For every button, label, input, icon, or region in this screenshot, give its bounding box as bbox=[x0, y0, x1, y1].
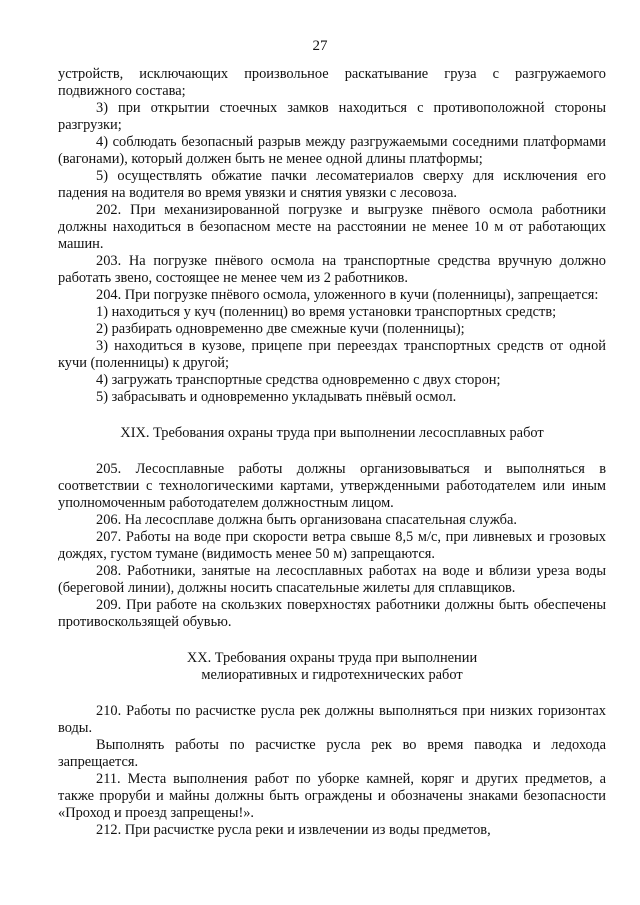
list-item: 1) находиться у куч (поленниц) во время установки транспортных средств; bbox=[96, 304, 557, 320]
clause-208: 208. Работники, занятые на лесосплавных работах на воде и вблизи уреза воды (береговой линии), должны носить спасательные жилеты для сплавщиков. bbox=[58, 563, 606, 596]
clause-209: 209. При работе на скользких поверхностях работники должны быть обеспечены противоскользящей обувью. bbox=[58, 597, 606, 630]
section-heading-xix-text: XIX. Требования охраны труда при выполнении лесосплавных работ bbox=[120, 425, 544, 441]
clause-205: 205. Лесосплавные работы должны организовываться и выполняться в соответствии с технологическими картами, утвержденными работодателем или иным уполномоченным работодателем должностным лицом. bbox=[58, 461, 606, 511]
list-item: 5) осуществлять обжатие пачки лесоматериалов сверху для исключения его падения на водителя во время увязки и снятия увязки с лесовоза. bbox=[58, 168, 606, 201]
list-item: 3) при открытии стоечных замков находиться с противоположной стороны разгрузки; bbox=[58, 100, 606, 133]
page-number: 27 bbox=[312, 38, 328, 54]
clause-207: 207. Работы на воде при скорости ветра свыше 8,5 м/с, при ливневых и грозовых дождях, густом тумане (видимость менее 50 м) запрещаются. bbox=[58, 529, 606, 562]
clause-206: 206. На лесосплаве должна быть организована спасательная служба. bbox=[96, 512, 517, 528]
section-heading-xix bbox=[58, 425, 606, 442]
clause-202: 202. При механизированной погрузке и выгрузке пнёвого осмола работники должны находиться в безопасном месте на расстоянии не менее 10 м от работающих машин. bbox=[58, 202, 606, 252]
list-item: 5) забрасывать и одновременно укладывать пнёвый осмол. bbox=[96, 389, 457, 405]
list-item: 3) находиться в кузове, прицепе при переездах транспортных средств от одной кучи (поленницы) к другой; bbox=[58, 338, 606, 371]
list-item: 2) разбирать одновременно две смежные кучи (поленницы); bbox=[96, 321, 465, 337]
list-item: 4) загружать транспортные средства одновременно с двух сторон; bbox=[96, 372, 501, 388]
clause-203: 203. На погрузке пнёвого осмола на транспортные средства вручную должно работать звено, состоящее не менее чем из 2 работников. bbox=[58, 253, 606, 286]
section-heading-xx-line1: XX. Требования охраны труда при выполнении bbox=[186, 650, 478, 666]
clause-210: 210. Работы по расчистке русла рек должны выполняться при низких горизонтах воды. bbox=[58, 703, 606, 736]
clause-204: 204. При погрузке пнёвого осмола, уложенного в кучи (поленницы), запрещается: bbox=[96, 287, 599, 303]
paragraph-continuation: устройств, исключающих произвольное раскатывание груза с разгружаемого подвижного состава; bbox=[58, 66, 606, 99]
clause-212: 212. При расчистке русла реки и извлечении из воды предметов, bbox=[96, 822, 491, 838]
section-heading-xx-line2: мелиоративных и гидротехнических работ bbox=[201, 667, 463, 683]
list-item: 4) соблюдать безопасный разрыв между разгружаемыми соседними платформами (вагонами), который должен быть не менее одной длины платформы; bbox=[58, 134, 606, 167]
document-body bbox=[58, 66, 606, 839]
paragraph: Выполнять работы по расчистке русла рек во время паводка и ледохода запрещается. bbox=[58, 737, 606, 770]
section-heading-xx bbox=[58, 650, 606, 684]
clause-211: 211. Места выполнения работ по уборке камней, коряг и других предметов, а также проруби и майны должны быть ограждены и обозначены знаками безопасности «Проход и проезд запрещены!». bbox=[58, 771, 606, 821]
